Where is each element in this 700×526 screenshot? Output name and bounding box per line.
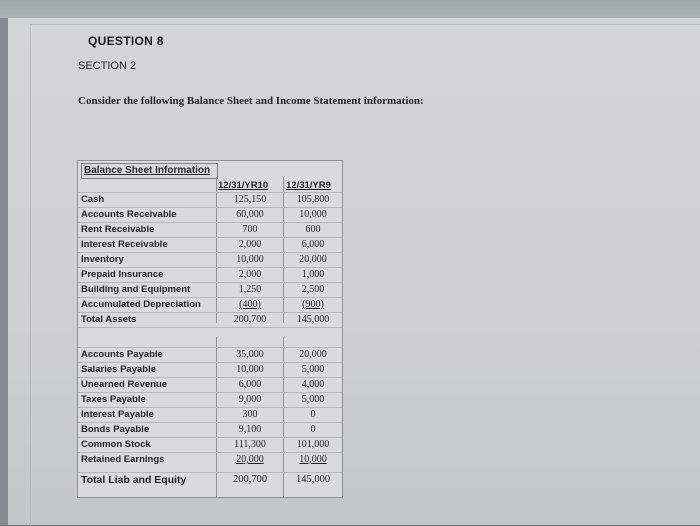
column-header-yr9: 12/31/YR9 xyxy=(286,180,331,191)
section-label: SECTION 2 xyxy=(78,60,137,72)
table-row xyxy=(78,297,342,313)
value-yr10: 10,000 xyxy=(236,364,264,375)
row-label: Bonds Payable xyxy=(81,424,150,435)
value-yr10: 300 xyxy=(242,409,258,420)
row-label: Interest Payable xyxy=(81,409,154,420)
value-yr10: 20,000 xyxy=(236,454,264,465)
row-label: Prepaid Insurance xyxy=(81,269,164,280)
value-yr9: 4,000 xyxy=(301,379,325,390)
question-intro: Consider the following Balance Sheet and Income Statement information: xyxy=(78,95,424,107)
value-yr10: 125,150 xyxy=(233,194,267,205)
row-label: Cash xyxy=(81,194,105,205)
table-row xyxy=(78,222,342,238)
value-yr9: 101,000 xyxy=(296,439,330,450)
table-row xyxy=(78,347,342,363)
value-yr9: 10,000 xyxy=(299,454,327,465)
table-row xyxy=(78,392,342,408)
value-yr10: 2,000 xyxy=(238,269,262,280)
value-yr9: 105,800 xyxy=(296,194,330,205)
row-label: Accounts Receivable xyxy=(81,209,177,220)
value-yr9: 6,000 xyxy=(301,239,325,250)
column-header-yr10: 12/31/YR10 xyxy=(218,180,269,191)
value-yr9: 2,500 xyxy=(301,284,325,295)
row-label: Common Stock xyxy=(81,439,151,450)
value-yr10: 1,250 xyxy=(238,284,262,295)
row-label: Accumulated Depreciation xyxy=(81,299,201,310)
table-row xyxy=(78,377,342,393)
table-row xyxy=(78,422,342,438)
value-yr10: 60,000 xyxy=(236,209,264,220)
value-yr9: 5,000 xyxy=(301,364,325,375)
value-yr9: 145,000 xyxy=(295,474,331,485)
value-yr10: 111,300 xyxy=(234,439,266,450)
value-yr9: 0 xyxy=(310,424,316,435)
table-row xyxy=(78,437,342,453)
balance-sheet-table xyxy=(77,160,343,498)
table-row xyxy=(78,452,342,468)
row-label: Interest Receivable xyxy=(81,239,168,250)
table-row xyxy=(78,282,342,298)
question-title: QUESTION 8 xyxy=(88,34,164,48)
table-caption: Balance Sheet Information xyxy=(81,163,218,179)
value-yr10: 9,000 xyxy=(238,394,262,405)
value-yr10: 700 xyxy=(242,224,258,235)
row-label: Salaries Payable xyxy=(81,364,156,375)
table-row xyxy=(78,267,342,283)
table-row xyxy=(78,207,342,223)
value-yr10: 200,700 xyxy=(233,314,267,325)
value-yr9: 1,000 xyxy=(301,269,325,280)
table-row xyxy=(78,237,342,253)
row-label: Unearned Revenue xyxy=(81,379,168,390)
value-yr10: (400) xyxy=(239,299,261,310)
table-row xyxy=(78,252,342,268)
left-edge xyxy=(0,18,8,525)
table-row xyxy=(78,362,342,378)
value-yr9: 20,000 xyxy=(299,254,327,265)
row-label: Accounts Payable xyxy=(81,349,163,360)
value-yr9: 5,000 xyxy=(301,394,325,405)
value-yr10: 10,000 xyxy=(236,254,264,265)
table-row xyxy=(78,192,342,208)
value-yr9: 10,000 xyxy=(299,209,327,220)
value-yr10: 35,000 xyxy=(236,349,264,360)
row-label: Total Assets xyxy=(81,314,137,325)
table-row xyxy=(78,407,342,423)
value-yr10: 200,700 xyxy=(232,474,268,485)
total-liab-equity-row xyxy=(78,472,342,493)
value-yr10: 9,100 xyxy=(238,424,262,435)
browser-top-bar xyxy=(0,0,700,20)
value-yr10: 6,000 xyxy=(238,379,262,390)
total-assets-row xyxy=(78,312,342,328)
spacer-row xyxy=(78,327,342,338)
row-label: Total Liab and Equity xyxy=(81,474,187,486)
row-label: Taxes Payable xyxy=(81,394,146,405)
value-yr9: 145,000 xyxy=(296,314,330,325)
value-yr9: 0 xyxy=(310,409,316,420)
row-label: Inventory xyxy=(81,254,124,265)
value-yr9: 20,000 xyxy=(299,349,327,360)
row-label: Rent Receivable xyxy=(81,224,155,235)
row-label: Retained Earnings xyxy=(81,454,165,465)
row-label: Building and Equipment xyxy=(81,284,191,295)
value-yr9: 600 xyxy=(305,224,321,235)
value-yr9: (900) xyxy=(302,299,324,310)
value-yr10: 2,000 xyxy=(238,239,262,250)
